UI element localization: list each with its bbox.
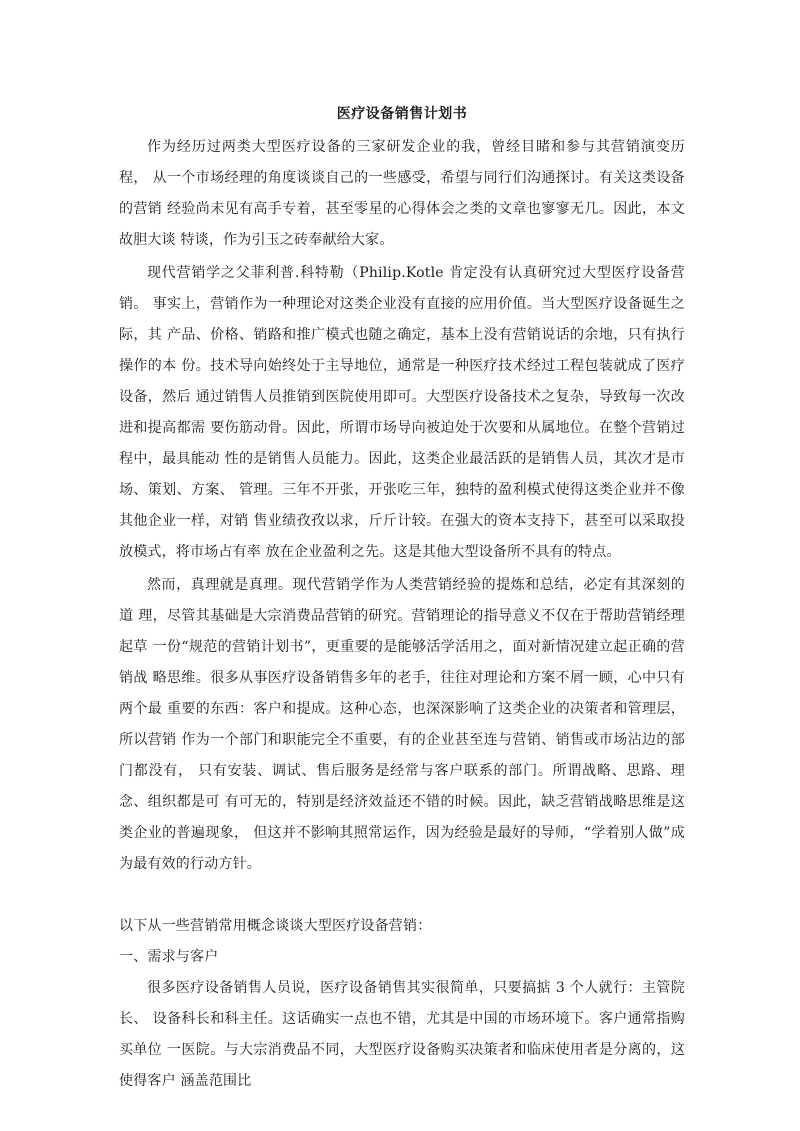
paragraph-section-1: 很多医疗设备销售人员说，医疗设备销售其实很简单，只要搞掂 3 个人就行：主管院长、 设备科长和科主任。这话确实一点也不错，尤其是中国的市场环境下。客户通常指购买单位 一医院。与大宗消费品不同，大型医疗设备购买决策者和临床使用者是分离的，这使得客户 涵盖范围比 <box>119 980 685 1089</box>
blank-line <box>119 880 685 911</box>
section-intro: 以下从一些营销常用概念谈谈大型医疗设备营销： <box>119 918 432 934</box>
paragraph-intro-2: 现代营销学之父菲利普.科特勒（Philip.Kotle 肯定没有认真研究过大型医疗设备营销。 事实上，营销作为一种理论对这类企业没有直接的应用价值。当大型医疗设备诞生之际，其 产品、价格、销路和推广模式也随之确定，基本上没有营销说话的余地，只有执行操作的本 份。技术导向始终处于主导地位，通常是一种医疗技术经过工程包装就成了医疗设备，然后 通过销售人员推销到医院使用即可。大型医疗设备技术之复杂，导致每一次改进和提高都需 要伤筋动骨。因此，所谓市场导向被迫处于次要和从属地位。在整个营销过程中，最具能动 性的是销售人员能力。因此，这类企业最活跃的是销售人员，其次才是市场、策划、方案、 管理。三年不开张，开张吃三年，独特的盈利模式使得这类企业并不像其他企业一样，对销 售业绩孜孜以求，斤斤计较。在强大的资本支持下，甚至可以采取投放模式，将市场占有率 放在企业盈利之先。这是其他大型设备所不具有的特点。 <box>119 265 685 560</box>
paragraph-intro-1: 作为经历过两类大型医疗设备的三家研发企业的我，曾经目睹和参与其营销演变历程， 从一个市场经理的角度谈谈自己的一些感受，希望与同行们沟通探讨。有关这类设备的营销 经验尚未见有高手专着，甚至零星的心得体会之类的文章也寥寥无几。因此，本文故胆大谈 特谈，作为引玉之砖奉献给大家。 <box>119 139 685 248</box>
document-title: 医疗设备销售计划书 <box>336 106 468 122</box>
document-page <box>119 100 685 1097</box>
paragraph-intro-3: 然而，真理就是真理。现代营销学作为人类营销经验的提炼和总结，必定有其深刻的道 理，尽管其基础是大宗消费品营销的研究。营销理论的指导意义不仅在于帮助营销经理起草 一份“规范的营销计划书”，更重要的是能够活学活用之，面对新情况建立起正确的营销战 略思维。很多从事医疗设备销售多年的老手，往往对理论和方案不屑一顾，心中只有两个最 重要的东西：客户和提成。这种心态，也深深影响了这类企业的决策者和管理层，所以营销 作为一个部门和职能完全不重要，有的企业甚至连与营销、销售或市场沾边的部门都没有， 只有安装、调试、售后服务是经常与客户联系的部门。所谓战略、思路、理念、组织都是可 有可无的，特别是经济效益还不错的时候。因此，缺乏营销战略思维是这类企业的普遍现象， 但这并不影响其照常运作，因为经验是最好的导师，“学着别人做”成为最有效的行动方针。 <box>119 577 685 872</box>
section-heading: 一、需求与客户 <box>119 949 219 965</box>
